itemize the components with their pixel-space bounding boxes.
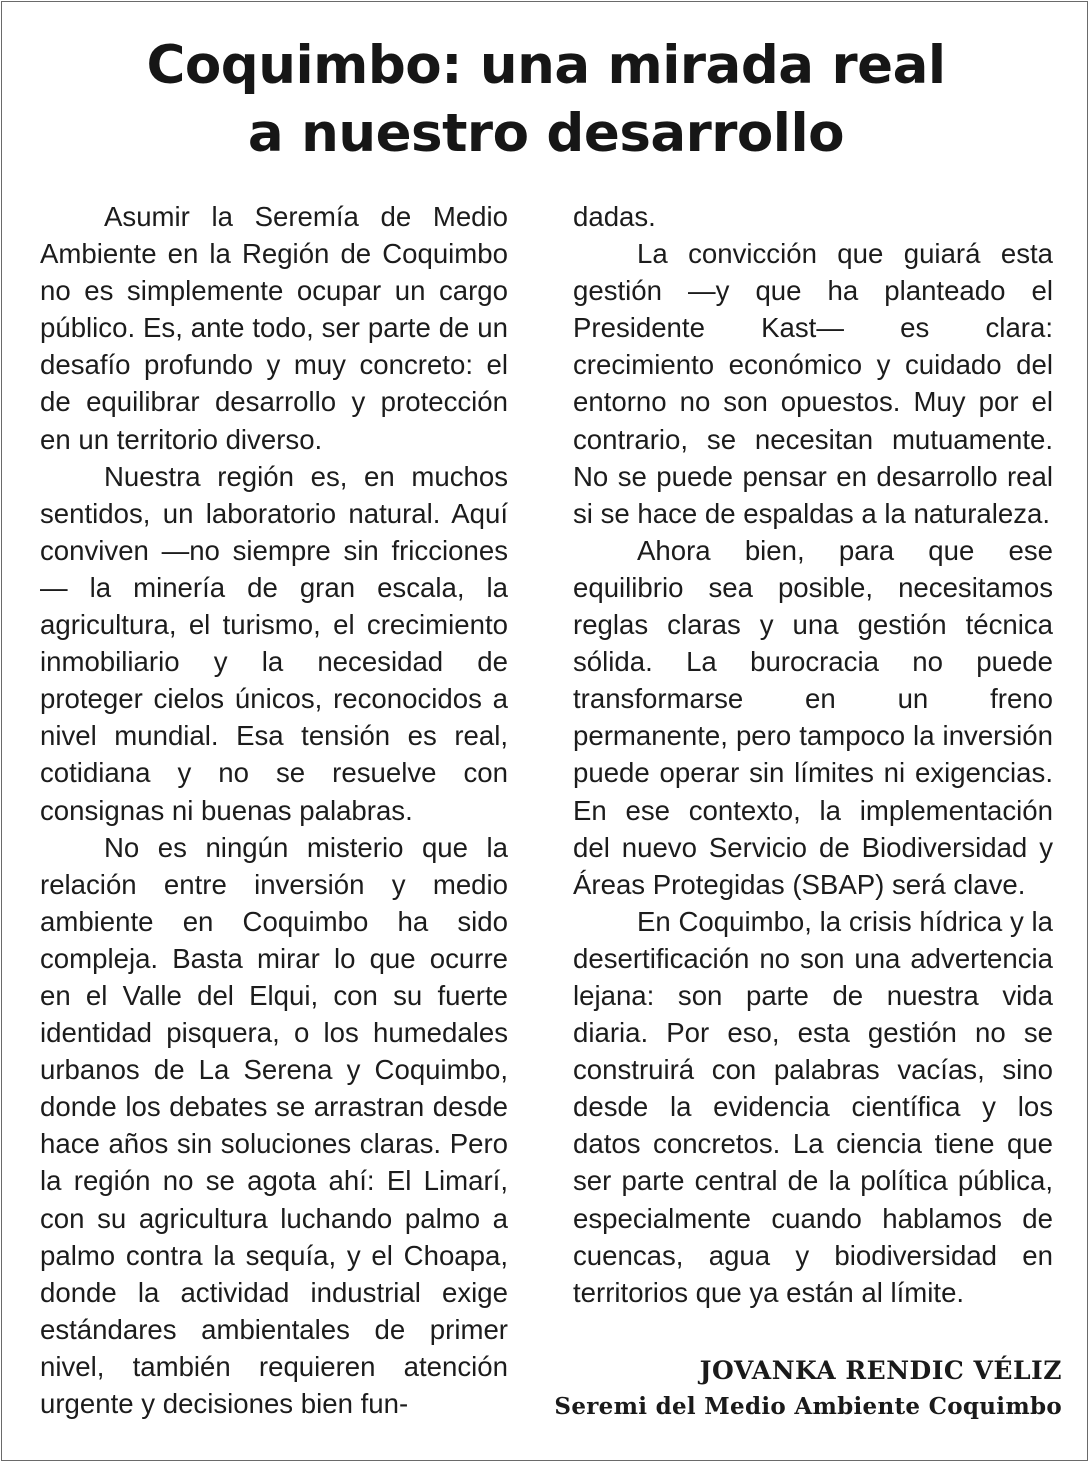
author-name: JOVANKA RENDIC VÉLIZ bbox=[699, 1356, 1062, 1385]
right-column bbox=[573, 198, 1053, 1311]
author-signature bbox=[554, 1353, 1062, 1425]
article-title bbox=[0, 32, 1092, 168]
paragraph-3-continuation: dadas. bbox=[573, 201, 656, 232]
title-line-2: a nuestro desarrollo bbox=[247, 103, 845, 164]
paragraph-6: En Coquimbo, la crisis hídrica y la desertificación no son una advertencia lejana: son parte de nuestra vida diaria. Por eso, esta gestión no se construirá con palabras vacías, sino desde la evidencia científica y los datos concretos. La ciencia tiene que ser parte central de la política pública, especialmente cuando hablamos de cuencas, agua y biodiversidad en territorios que ya están al límite. bbox=[573, 905, 1053, 1308]
left-column bbox=[40, 198, 508, 1422]
paragraph-4: La convicción que guiará esta gestión —y que ha planteado el Presidente Kast— es clara: crecimiento económico y cuidado del entorno no son opuestos. Muy por el contrario, se necesitan mutuamente. No se puede pensar en desarrollo real si se hace de espaldas a la naturaleza. bbox=[573, 238, 1053, 529]
paragraph-5: Ahora bien, para que ese equilibrio sea posible, necesitamos reglas claras y una gestión técnica sólida. La burocracia no puede transformarse en un freno permanente, pero tampoco la inversión puede operar sin límites ni exigencias. En ese contexto, la implementación del nuevo Servicio de Biodiversidad y Áreas Protegidas (SBAP) será clave. bbox=[573, 534, 1053, 900]
paragraph-2: Nuestra región es, en muchos sentidos, un laboratorio natural. Aquí conviven —no siempre sin fricciones— la minería de gran escala, la agricultura, el turismo, el crecimiento inmobiliario y la necesidad de proteger cielos únicos, reconocidos a nivel mundial. Esa tensión es real, cotidiana y no se resuelve con consignas ni buenas palabras. bbox=[40, 460, 508, 826]
title-line-1: Coquimbo: una mirada real bbox=[146, 35, 946, 96]
paragraph-1: Asumir la Seremía de Medio Ambiente en la Región de Coquimbo no es simplemente ocupar un cargo público. Es, ante todo, ser parte de un desafío profundo y muy concreto: el de equilibrar desarrollo y protección en un territorio diverso. bbox=[40, 201, 508, 455]
paragraph-3: No es ningún misterio que la relación entre inversión y medio ambiente en Coquimbo ha sido compleja. Basta mirar lo que ocurre en el Valle del Elqui, con su fuerte identidad pisquera, o los humedales urbanos de La Serena y Coquimbo, donde los debates se arrastran desde hace años sin soluciones claras. Pero la región no se agota ahí: El Limarí, con su agricultura luchando palmo a palmo contra la sequía, y el Choapa, donde la actividad industrial exige estándares ambientales de primer nivel, también requieren atención urgente y decisiones bien fun- bbox=[40, 831, 508, 1419]
author-role: Seremi del Medio Ambiente Coquimbo bbox=[554, 1393, 1062, 1420]
